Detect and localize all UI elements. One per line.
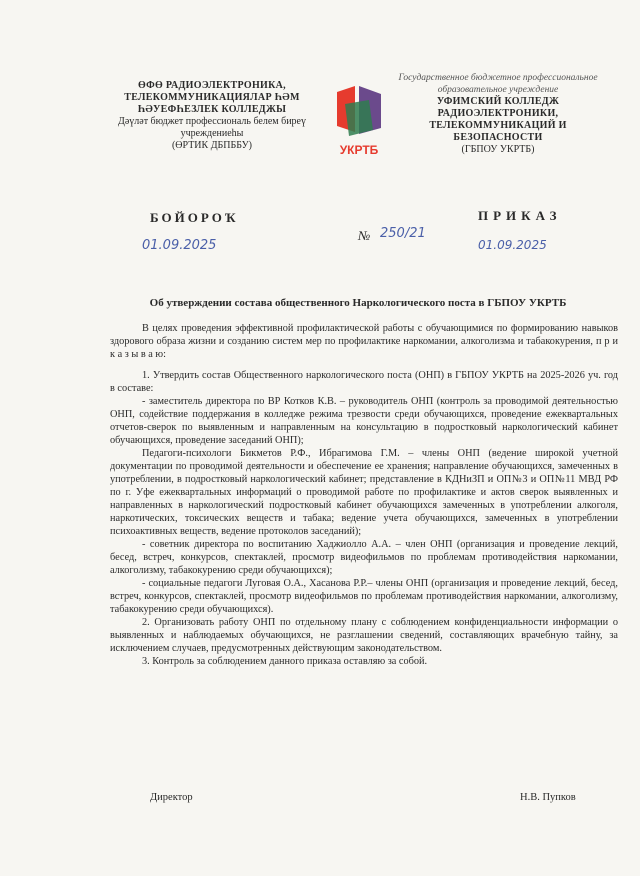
header-right-line1: Государственное бюджетное профессиональное — [398, 73, 598, 83]
item-1: 1. Утвердить состав Общественного наркологического поста (ОНП) в ГБПОУ УКРТБ на 2025-2026 уч. год в составе: — [110, 370, 618, 394]
header-left-line5: (ӨРТИК ДБПББУ) — [171, 140, 253, 151]
header-right-line3: УФИМСКИЙ КОЛЛЕДЖ — [436, 96, 560, 107]
item-3: 3. Контроль за соблюдением данного приказа оставляю за собой. — [142, 656, 428, 667]
header-left-line1: ӨФӨ РАДИОЭЛЕКТРОНИКА, — [138, 80, 286, 91]
item-1-social-teachers: - социальные педагоги Луговая О.А., Хасанова Р.Р.– члены ОНП (организация и проведение лекций, бесед, встреч, конкурсов, спектаклей, просмотр видеофильмов по проблемам противодействия наркомании, алкоголизму, табакокурению среди обучающихся). — [110, 578, 618, 615]
logo-green-shape — [345, 100, 373, 136]
header-right-line2: образовательное учреждение — [437, 85, 559, 95]
header-right-russian — [398, 72, 598, 156]
header-right-line4: РАДИОЭЛЕКТРОНИКИ, — [437, 108, 559, 119]
order-date-right: 01.09.2025 — [478, 238, 547, 252]
item-1-head: - заместитель директора по ВР Котков К.В. – руководитель ОНП (контроль за проводимой деятельностью ОНП, содействие поддержания в колледже режима трезвости среди обучающихся, проведение ежеквартальных отчетов-сверок по выявленным и направленным на консультацию в подростковый наркологический кабинет обучающихся, проведение заседаний ОНП); — [110, 396, 618, 446]
item-2: 2. Организовать работу ОНП по отдельному плану с соблюдением конфиденциальности информации о выявленных и наблюдаемых обучающихся, не разглашении сведений, составляющих врачебную тайну, за исключением случаев, предусмотренных действующим законодательством. — [110, 617, 618, 654]
header-left-line4: Дәүләт бюджет профессиональ белем биреү учреждениеһы — [118, 116, 306, 139]
college-logo — [325, 82, 393, 164]
order-date-left: 01.09.2025 — [142, 238, 217, 253]
header-left-line3: ҺӘУЕФҺЕЗЛЕК КОЛЛЕДЖЫ — [137, 104, 287, 115]
order-number-value: 250/21 — [380, 226, 426, 241]
header-right-line6: БЕЗОПАСНОСТИ — [453, 132, 543, 143]
signature-name: Н.В. Пупков — [520, 792, 576, 803]
document-body — [110, 322, 618, 668]
signature-position: Директор — [150, 792, 193, 803]
header-left-bashkir — [112, 80, 312, 152]
item-1-psychologists: Педагоги-психологи Бикметов Р.Ф., Ибрагимова Г.М. – члены ОНП (ведение широкой учетной документации по проводимой деятельности и обеспечение ее хранения; направление обучающихся, замеченных в употреблении, в подростковый наркологический кабинет; представление в КДНиЗП и ОП№3 и ОП№11 МВД РФ по г. Уфе ежеквартальных информаций о проводимой работе по профилактике и актов сверок выявленных и направленных в наркологический подростковый кабинет обучающихся замеченных в употреблении алкоголя, наркотических, токсических веществ и табака; ведение учета обучающихся, замеченных в употреблении психоактивных веществ, ведение протоколов заседаний); — [110, 448, 618, 537]
intro-paragraph: В целях проведения эффективной профилактической работы с обучающимися по формированию навыков здорового образа жизни и созданию систем мер по профилактике наркомании, алкоголизма и табакокурения, п р и к а з ы в а ю: — [110, 323, 618, 360]
order-label-bashkir: БОЙОРОҠ — [150, 210, 239, 225]
header-left-line2: ТЕЛЕКОММУНИКАЦИЯЛАР ҺӘМ — [124, 92, 300, 103]
logo-text: УКРТБ — [339, 143, 379, 157]
item-1-advisor: - советник директора по воспитанию Хаджиолло А.А. – член ОНП (организация и проведение лекций, бесед, встреч, конкурсов, спектаклей, просмотр видеофильмов по проблемам противодействия наркомании, алкоголизму, табакокурению среди обучающихся); — [110, 539, 618, 576]
header-right-line5: ТЕЛЕКОММУНИКАЦИЙ И — [429, 120, 567, 131]
header-right-line7: (ГБПОУ УКРТБ) — [461, 144, 535, 155]
document-title: Об утверждении состава общественного Наркологического поста в ГБПОУ УКРТБ — [149, 297, 567, 309]
order-number-label: № — [358, 228, 371, 243]
order-label-russian: ПРИКАЗ — [478, 208, 562, 223]
